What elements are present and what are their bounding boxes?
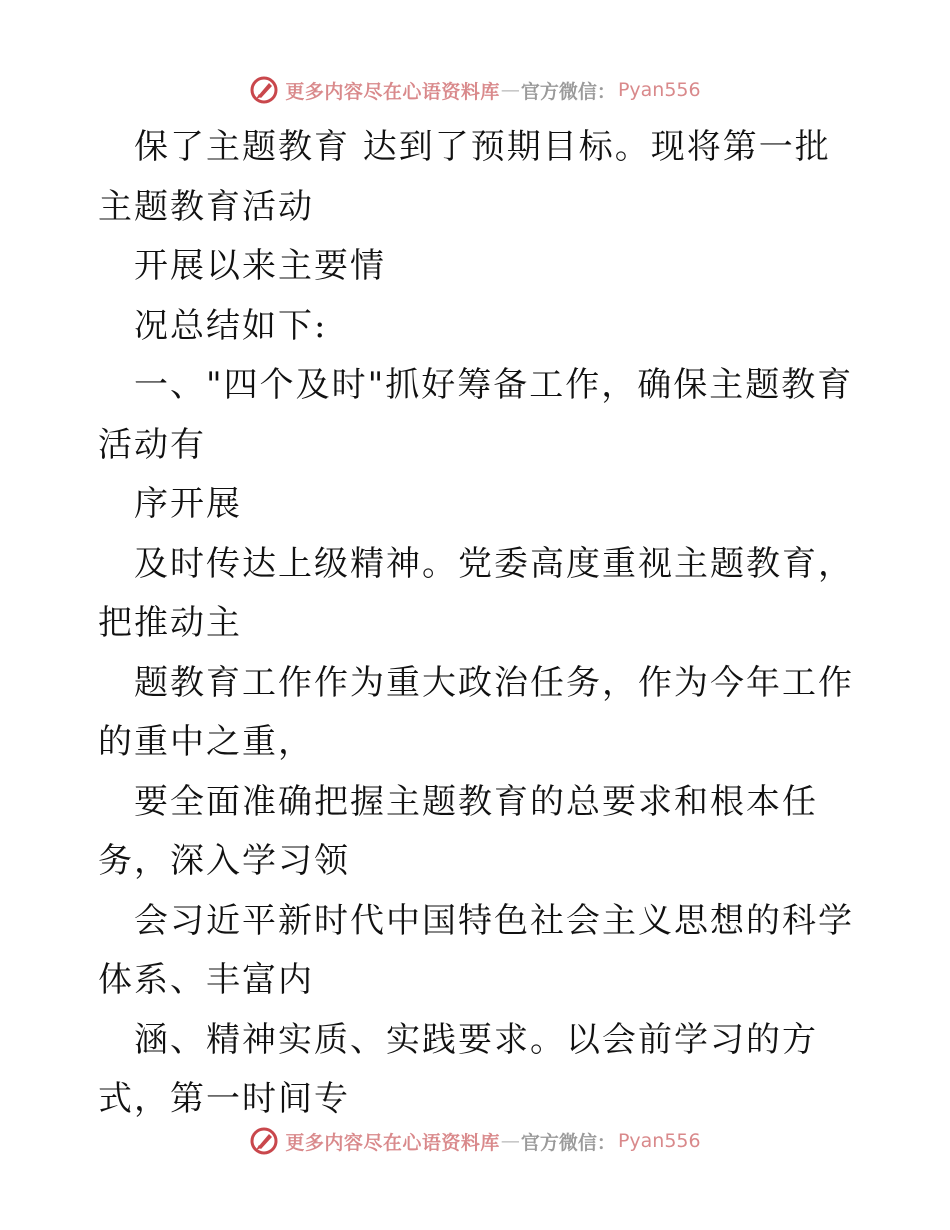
- watermark-official-label: 官方微信：: [520, 1131, 616, 1154]
- paragraph-8: 要全面准确把握主题教育的总要求和根本任务，深入学习领: [98, 781, 818, 881]
- paragraph-6: 及时传达上级精神。党委高度重视主题教育，把推动主: [98, 543, 854, 643]
- pen-nib-circle-icon: [249, 1126, 279, 1156]
- paragraph-9: 会习近平新时代中国特色社会主义思想的科学体系、丰富内: [98, 900, 854, 1000]
- watermark-dash: —: [500, 1130, 520, 1152]
- paragraph-2: 开展以来主要情: [134, 246, 386, 286]
- document-body: [98, 118, 858, 1130]
- pen-nib-circle-icon: [249, 75, 279, 105]
- watermark-wechat-id: Pyan556: [617, 1130, 701, 1152]
- watermark-wechat-id: Pyan556: [617, 79, 701, 101]
- watermark-dash: —: [500, 79, 520, 101]
- paragraph-1: 保了主题教育 达到了预期目标。现将第一批主题教育活动: [98, 127, 831, 227]
- paragraph-5: 序开展: [134, 484, 242, 524]
- footer-watermark: [0, 1121, 950, 1161]
- watermark-brand-text: 更多内容尽在心语资料库: [285, 1131, 500, 1154]
- paragraph-10: 涵、精神实质、实践要求。以会前学习的方式，第一时间专: [98, 1019, 818, 1119]
- header-watermark: [0, 70, 950, 110]
- paragraph-3: 况总结如下:: [134, 305, 328, 346]
- watermark-brand-text: 更多内容尽在心语资料库: [285, 80, 500, 103]
- paragraph-7: 题教育工作作为重大政治任务，作为今年工作的重中之重，: [98, 662, 854, 762]
- paragraph-4-section-heading: 一、"四个及时"抓好筹备工作，确保主题教育活动有: [98, 365, 854, 465]
- watermark-official-label: 官方微信：: [520, 80, 616, 103]
